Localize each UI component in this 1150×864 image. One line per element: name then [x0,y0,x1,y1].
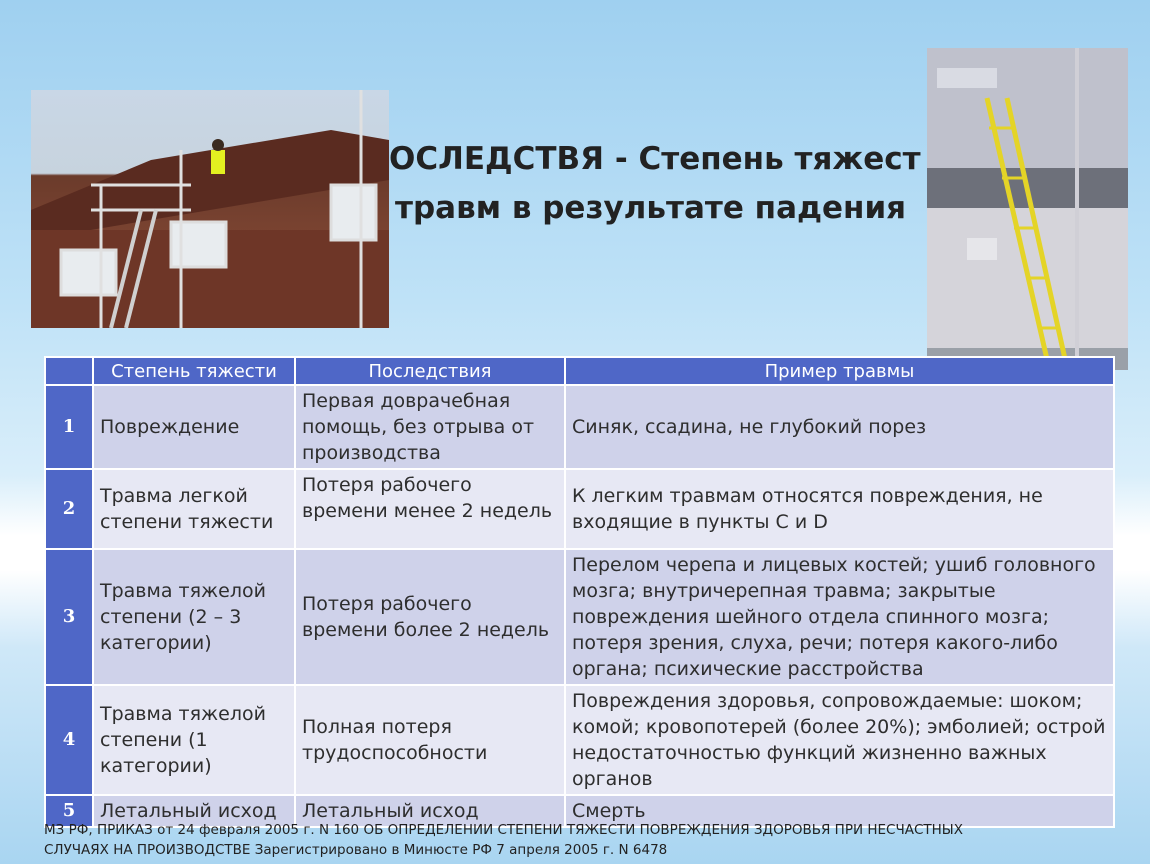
example-cell: Перелом черепа и лицевых костей; ушиб головного мозга; внутричерепная травма; закрытые повреждения шейного отдела спинного мозга; потеря зрения, слуха, речи; потеря какого-либо органа; психические расстройства [565,549,1114,685]
source-reference [44,820,1044,860]
table-header-row [45,357,1114,385]
table-row [45,385,1114,469]
table-row [45,549,1114,685]
title-line-1: ОСЛЕДСТВЯ - Степень тяжест [389,141,921,177]
severity-cell: Повреждение [93,385,295,469]
example-cell: К легким травмам относятся повреждения, не входящие в пункты С и D [565,469,1114,549]
slide-title [389,135,927,233]
severity-cell: Травма легкой степени тяжести [93,469,295,549]
row-number: 4 [45,685,93,795]
header-consequence: Последствия [295,357,565,385]
row-number: 2 [45,469,93,549]
row-number: 3 [45,549,93,685]
injury-severity-table [44,356,1115,828]
severity-cell: Травма тяжелой степени (1 категории) [93,685,295,795]
severity-cell: Летальный исход [93,795,295,827]
title-line-2: травм в результате падения [395,190,907,226]
consequence-cell: Полная потеря трудоспособности [295,685,565,795]
header-severity: Степень тяжести [93,357,295,385]
consequence-cell: Потеря рабочего времени менее 2 недель [295,469,565,549]
reference-line-1: МЗ РФ, ПРИКАЗ от 24 февраля 2005 г. N 160 ОБ ОПРЕДЕЛЕНИИ СТЕПЕНИ ТЯЖЕСТИ ПОВРЕЖДЕНИЯ ЗДОРОВЬЯ ПРИ НЕСЧАСТНЫХ [44,822,963,838]
header-example: Пример травмы [565,357,1114,385]
roof-scaffold-photo [31,90,389,328]
example-cell: Синяк, ссадина, не глубокий порез [565,385,1114,469]
table-row [45,469,1114,549]
row-number: 5 [45,795,93,827]
example-cell: Повреждения здоровья, сопровождаемые: шоком; комой; кровопотерей (более 20%); эмболией; острой недостаточностью функций жизненно важных органов [565,685,1114,795]
roof-scaffold-illustration [31,90,389,328]
severity-cell: Травма тяжелой степени (2 – 3 категории) [93,549,295,685]
table-row [45,685,1114,795]
consequence-cell: Летальный исход [295,795,565,827]
reference-line-2: СЛУЧАЯХ НА ПРОИЗВОДСТВЕ Зарегистрировано в Минюсте РФ 7 апреля 2005 г. N 6478 [44,842,668,858]
example-cell: Смерть [565,795,1114,827]
header-num [45,357,93,385]
consequence-cell: Первая доврачебная помощь, без отрыва от производства [295,385,565,469]
ladder-building-photo [927,48,1128,370]
consequence-cell: Потеря рабочего времени более 2 недель [295,549,565,685]
ladder-building-illustration [927,48,1128,370]
row-number: 1 [45,385,93,469]
